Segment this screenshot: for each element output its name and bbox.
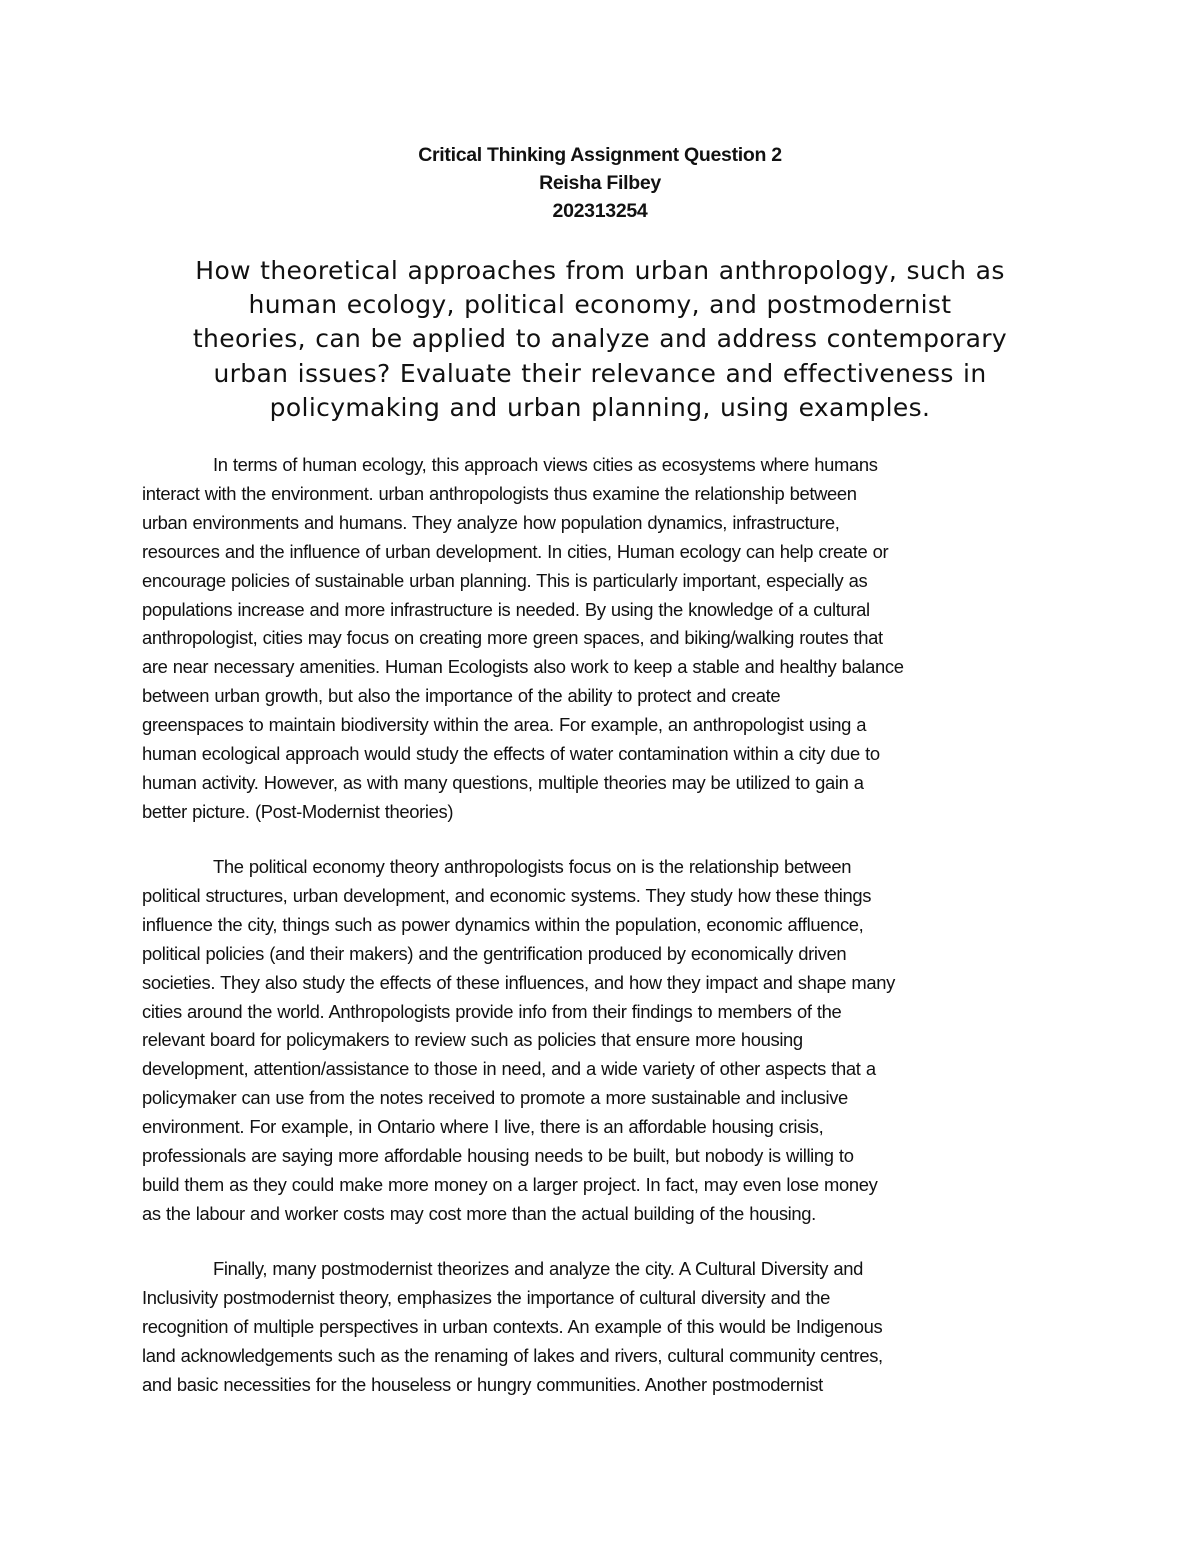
paragraph-line: professionals are saying more affordable housing needs to be built, but nobody is willing to [142, 1145, 854, 1167]
question-line: theories, can be applied to analyze and address contemporary [192, 324, 1008, 354]
paragraph-line: are near necessary amenities. Human Ecologists also work to keep a stable and healthy balance [142, 656, 904, 678]
paragraph-line: Finally, many postmodernist theorizes and analyze the city. A Cultural Diversity and [213, 1258, 864, 1279]
paragraph-line: better picture. (Post-Modernist theories) [142, 800, 454, 822]
paragraph-line: anthropologist, cities may focus on creating more green spaces, and biking/walking routes that [142, 627, 883, 649]
paragraph-line: land acknowledgements such as the renaming of lakes and rivers, cultural community centres, [142, 1344, 883, 1366]
paragraph-line: influence the city, things such as power dynamics within the population, economic affluence, [142, 913, 864, 935]
paragraph-human-ecology [142, 451, 1058, 827]
question-line: policymaking and urban planning, using examples. [269, 392, 931, 422]
paragraph-line: human ecological approach would study the effects of water contamination within a city due to [142, 743, 880, 765]
paragraph-postmodernism [142, 1255, 1058, 1400]
paragraph-line: cities around the world. Anthropologists provide info from their findings to members of the [142, 1000, 842, 1022]
paragraph-line: development, attention/assistance to those in need, and a wide variety of other aspects that a [142, 1058, 876, 1080]
paragraph-line: as the labour and worker costs may cost more than the actual building of the housing. [142, 1202, 816, 1224]
paragraph-line: urban environments and humans. They analyze how population dynamics, infrastructure, [142, 511, 840, 533]
document-header [0, 141, 1200, 225]
paragraph-line: interact with the environment. urban anthropologists thus examine the relationship between [142, 482, 857, 504]
paragraph-line: resources and the influence of urban development. In cities, Human ecology can help create or [142, 540, 889, 562]
question-line: How theoretical approaches from urban anthropology, such as [195, 256, 1005, 285]
paragraph-line: In terms of human ecology, this approach views cities as ecosystems where humans [213, 454, 878, 475]
paragraph-line: political policies (and their makers) and the gentrification produced by economically driven [142, 942, 847, 964]
assignment-question [120, 254, 1080, 425]
paragraph-line: greenspaces to maintain biodiversity within the area. For example, an anthropologist using a [142, 714, 867, 736]
paragraph-line: human activity. However, as with many questions, multiple theories may be utilized to gain a [142, 771, 864, 793]
paragraph-line: environment. For example, in Ontario where I live, there is an affordable housing crisis, [142, 1116, 824, 1138]
paragraph-line: relevant board for policymakers to review such as policies that ensure more housing [142, 1029, 803, 1051]
question-line: urban issues? Evaluate their relevance and effectiveness in [213, 358, 987, 388]
paragraph-line: recognition of multiple perspectives in urban contexts. An example of this would be Indigenous [142, 1315, 883, 1337]
paragraph-line: The political economy theory anthropologists focus on is the relationship between [213, 856, 852, 877]
paragraph-line: build them as they could make more money on a larger project. In fact, may even lose money [142, 1173, 878, 1195]
paragraph-line: encourage policies of sustainable urban planning. This is particularly important, especially as [142, 569, 868, 591]
student-id: 202313254 [552, 200, 648, 222]
paragraph-line: between urban growth, but also the importance of the ability to protect and create [142, 685, 781, 707]
author-name: Reisha Filbey [539, 172, 661, 194]
paragraph-line: societies. They also study the effects of these influences, and how they impact and shape many [142, 971, 895, 993]
assignment-title: Critical Thinking Assignment Question 2 [418, 144, 782, 166]
paragraph-political-economy [142, 853, 1058, 1229]
paragraph-line: political structures, urban development, and economic systems. They study how these things [142, 884, 872, 906]
paragraph-line: and basic necessities for the houseless or hungry communities. Another postmodernist [142, 1373, 823, 1395]
paragraph-line: populations increase and more infrastructure is needed. By using the knowledge of a cultural [142, 598, 870, 620]
paragraph-line: Inclusivity postmodernist theory, emphasizes the importance of cultural diversity and the [142, 1286, 831, 1308]
question-line: human ecology, political economy, and postmodernist [248, 290, 952, 320]
paragraph-line: policymaker can use from the notes received to promote a more sustainable and inclusive [142, 1087, 848, 1109]
